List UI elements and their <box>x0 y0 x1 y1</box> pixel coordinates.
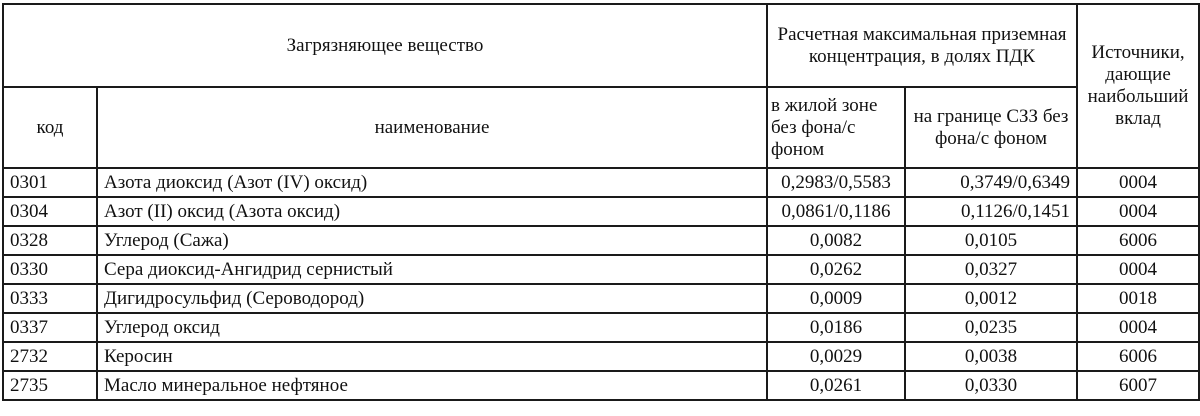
cell-boundary: 0,0330 <box>905 371 1077 400</box>
cell-residential: 0,0261 <box>767 371 905 400</box>
cell-code: 0304 <box>3 197 97 226</box>
cell-source: 0004 <box>1077 255 1199 284</box>
cell-source: 6006 <box>1077 342 1199 371</box>
cell-source: 0018 <box>1077 284 1199 313</box>
header-row-top <box>3 4 1199 87</box>
cell-code: 2735 <box>3 371 97 400</box>
cell-name: Масло минеральное нефтяное <box>97 371 767 400</box>
cell-name: Керосин <box>97 342 767 371</box>
cell-boundary: 0,0105 <box>905 226 1077 255</box>
cell-name: Азота диоксид (Азот (IV) оксид) <box>97 168 767 197</box>
table-row <box>3 255 1199 284</box>
header-residential: в жилой зоне без фона/с фоном <box>767 87 905 168</box>
cell-code: 0333 <box>3 284 97 313</box>
cell-residential: 0,0262 <box>767 255 905 284</box>
header-row-sub <box>3 87 1199 168</box>
cell-boundary: 0,0038 <box>905 342 1077 371</box>
table-row <box>3 168 1199 197</box>
table-row <box>3 342 1199 371</box>
header-code: код <box>3 87 97 168</box>
cell-name: Углерод оксид <box>97 313 767 342</box>
cell-source: 6006 <box>1077 226 1199 255</box>
table-row <box>3 226 1199 255</box>
cell-boundary: 0,0235 <box>905 313 1077 342</box>
table-row <box>3 197 1199 226</box>
header-substance: Загрязняющее вещество <box>3 4 767 87</box>
cell-name: Сера диоксид-Ангидрид сернистый <box>97 255 767 284</box>
cell-residential: 0,0186 <box>767 313 905 342</box>
table-row <box>3 371 1199 400</box>
header-concentration: Расчетная максимальная приземная концентрация, в долях ПДК <box>767 4 1077 87</box>
cell-source: 6007 <box>1077 371 1199 400</box>
cell-code: 0301 <box>3 168 97 197</box>
cell-boundary: 0,3749/0,6349 <box>905 168 1077 197</box>
cell-source: 0004 <box>1077 197 1199 226</box>
cell-code: 0330 <box>3 255 97 284</box>
cell-source: 0004 <box>1077 168 1199 197</box>
cell-name: Азот (II) оксид (Азота оксид) <box>97 197 767 226</box>
cell-boundary: 0,0012 <box>905 284 1077 313</box>
pollutant-concentration-table <box>2 3 1200 401</box>
cell-residential: 0,2983/0,5583 <box>767 168 905 197</box>
header-name: наименование <box>97 87 767 168</box>
cell-name: Углерод (Сажа) <box>97 226 767 255</box>
cell-code: 0337 <box>3 313 97 342</box>
cell-code: 2732 <box>3 342 97 371</box>
cell-residential: 0,0861/0,1186 <box>767 197 905 226</box>
cell-source: 0004 <box>1077 313 1199 342</box>
table-row <box>3 284 1199 313</box>
cell-boundary: 0,0327 <box>905 255 1077 284</box>
cell-boundary: 0,1126/0,1451 <box>905 197 1077 226</box>
cell-residential: 0,0029 <box>767 342 905 371</box>
table-row <box>3 313 1199 342</box>
header-sources: Источники, дающие наибольший вклад <box>1077 4 1199 168</box>
cell-code: 0328 <box>3 226 97 255</box>
cell-residential: 0,0009 <box>767 284 905 313</box>
cell-residential: 0,0082 <box>767 226 905 255</box>
header-boundary: на границе СЗЗ без фона/с фоном <box>905 87 1077 168</box>
cell-name: Дигидросульфид (Сероводород) <box>97 284 767 313</box>
